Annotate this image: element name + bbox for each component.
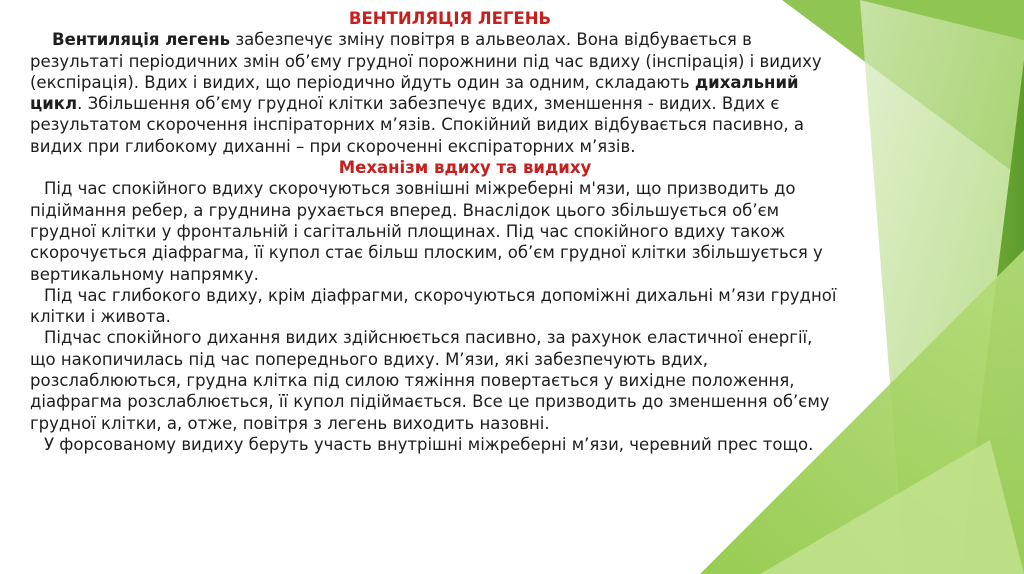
intro-term: Вентиляція легень xyxy=(52,30,231,50)
section-subtitle: Механізм вдиху та видиху xyxy=(338,158,592,178)
intro-term-2: дихальний цикл xyxy=(30,72,799,114)
paragraph-exhale: Підчас спокійного дихання видих здійснюється пасивно, за рахунок еластичної енергії, що накопичилась під час попереднього вдиху. М’язи, які забезпечують вдих, розслаблюються, грудна клітка під силою тяжіння повертається у вихідне положення, діафрагма розслаблюється, її купол підіймається. Все це призводить до зменшення об’єму грудної клітки, а, отже, повітря з легень виходить назовні. xyxy=(30,328,830,433)
paragraph-inhale: Під час спокійного вдиху скорочуються зовнішні міжреберні м'язи, що призводить до підіймання ребер, а груднина рухається вперед. Внаслідок цього збільшується об’єм грудної клітки у фронтальній і сагітальній площинах. Під час спокійного вдиху також скорочується діафрагма, її купол стає більш плоским, об’єм грудної клітки збільшується у вертикальному напрямку. xyxy=(30,179,823,284)
slide-title: ВЕНТИЛЯЦІЯ ЛЕГЕНЬ xyxy=(348,9,552,28)
intro-text-2: . Збільшення об’єму грудної клітки забезпечує вдих, зменшення - видих. Вдих є результатом скорочення інспіраторних м’язів. Спокійний видих відбувається пасивно, а видих при глибокому диханні – при скороченні експіраторних м’язів. xyxy=(30,94,804,156)
intro-paragraph xyxy=(30,29,840,157)
slide-body xyxy=(30,8,840,455)
paragraph-deep-inhale: Під час глибокого вдиху, крім діафрагми, скорочуються допоміжні дихальні м’язи грудної клітки і живота. xyxy=(30,285,837,327)
intro-text-1: забезпечує зміну повітря в альвеолах. Вона відбувається в результаті періодичних змін об’єму грудної порожнини під час вдиху (інспірація) і видиху (експірація). Вдих і видих, що періодично йдуть один за одним, складають xyxy=(30,30,822,92)
paragraph-forced-exhale: У форсованому видиху беруть участь внутрішні міжреберні м’язи, черевний прес тощо. xyxy=(44,434,814,454)
